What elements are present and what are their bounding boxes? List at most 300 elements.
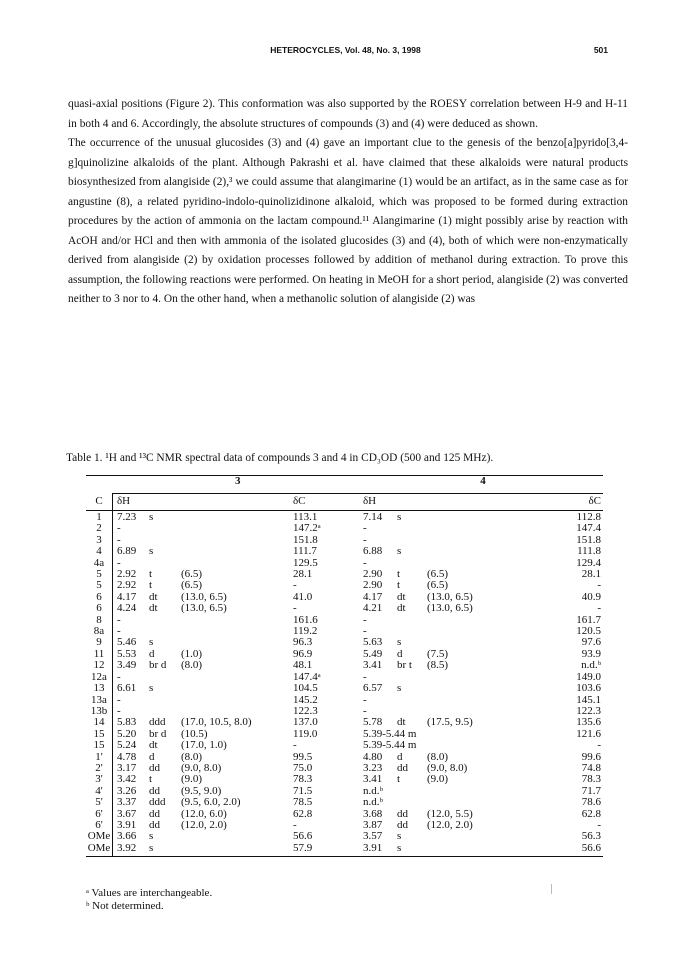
- carbon-cell: 6': [86, 820, 113, 831]
- coupling-3-cell: (12.0, 2.0): [181, 818, 227, 831]
- multiplicity-3-cell: t: [149, 579, 153, 592]
- delta-c-3-cell: 147.2ᵃ: [293, 522, 321, 535]
- delta-c-4-cell: 40.9: [581, 590, 601, 603]
- coupling-3-cell: (9.5, 9.0): [181, 784, 222, 797]
- multiplicity-4-cell: s: [397, 545, 402, 558]
- table-row: [86, 569, 603, 580]
- delta-h-4-cell: 3.41: [363, 659, 383, 672]
- multiplicity-4-cell: dt: [397, 602, 406, 615]
- paragraph-2: The occurrence of the unusual glucosides (3) and (4) gave an important clue to the genesis of the benzo[a]pyrido[3,4-g]quinolizine alkaloids of the plant. Although Pakrashi et al. have claimed that these alkaloids were natural products biosynthesized from alangiside (2),³ we could assume that alangimarine (1) would be an artifact, as in the same case as for angustine (8), a related pyridino-indolo-quinolizidinone alkaloid, which was proposed to be formed during extraction procedures by the action of ammonia on the lactam compound.¹¹ Alangimarine (1) might possibly arise by reaction with AcOH and/or HCl and then with ammonia of the isolated glucosides (3) and (4), both of which were non-enzymatically derived from alangiside (2) by oxidation processes followed by addition of methanol during extraction. To prove this assumption, the following reactions were performed. On heating in MeOH for a short period, alangiside (2) was converted neither to 3 nor to 4. On the other hand, when a methanolic solution of alangiside (2) was: [68, 137, 628, 305]
- delta-h-4-cell: 7.14: [363, 511, 383, 523]
- carbon-cell: 2: [86, 523, 113, 534]
- multiplicity-3-cell: [149, 615, 181, 626]
- delta-h-3-cell: 7.23: [117, 511, 137, 523]
- delta-c-4-cell: 135.6: [576, 716, 601, 729]
- delta-h-3-cell: -: [117, 556, 121, 569]
- table-row: [86, 695, 603, 706]
- carbon-cell: OMe: [86, 831, 113, 842]
- table-row: [86, 580, 603, 591]
- delta-c-4-cell: 28.1: [581, 568, 601, 581]
- coupling-4-cell: (17.5, 9.5): [427, 716, 473, 729]
- delta-c-3-cell: 161.6: [293, 613, 318, 626]
- delta-c-3-cell: -: [293, 739, 297, 752]
- multiplicity-4-cell: d: [397, 750, 403, 763]
- body-text: [68, 95, 628, 310]
- delta-c-4-cell: 129.4: [576, 556, 601, 569]
- multiplicity-3-cell: ddd: [149, 716, 166, 729]
- delta-h-4-cell: 5.39-5.44 m: [363, 727, 417, 740]
- table-row: [86, 820, 603, 831]
- coupling-4-cell: (13.0, 6.5): [427, 602, 473, 615]
- coupling-4-cell: (9.0): [427, 773, 449, 786]
- carbon-cell: 14: [86, 717, 113, 728]
- delta-c-4-cell: -: [597, 579, 601, 592]
- table-row: [86, 843, 603, 857]
- table-row: [86, 660, 603, 671]
- multiplicity-3-cell: s: [149, 511, 154, 523]
- page-number: 501: [593, 45, 608, 55]
- delta-h-4-cell: n.d.ᵇ: [363, 796, 383, 809]
- delta-h-4-cell: -: [363, 670, 367, 683]
- multiplicity-4-cell: [397, 672, 427, 683]
- delta-h-4-cell: -: [363, 522, 367, 535]
- multiplicity-3-cell: [149, 523, 181, 534]
- column-header-row: [86, 494, 603, 511]
- coupling-4-cell: [427, 546, 527, 557]
- delta-c-3-cell: 147.4ᵃ: [293, 670, 321, 683]
- multiplicity-3-cell: [149, 535, 181, 546]
- coupling-4-cell: (9.0, 8.0): [427, 761, 468, 774]
- multiplicity-3-cell: d: [149, 750, 155, 763]
- delta-h-4-cell: -: [363, 533, 367, 546]
- multiplicity-4-cell: s: [397, 843, 427, 857]
- multiplicity-3-cell: dt: [149, 602, 158, 615]
- delta-c-3-cell: 129.5: [293, 556, 318, 569]
- carbon-header: C: [86, 494, 113, 511]
- compound-header-row: [86, 476, 603, 494]
- multiplicity-3-cell: ddd: [149, 796, 166, 809]
- multiplicity-3-cell: dt: [149, 739, 158, 752]
- table-row: [86, 729, 603, 740]
- running-header: [0, 45, 691, 59]
- coupling-3-cell: (6.5): [181, 568, 203, 581]
- multiplicity-4-cell: [397, 558, 427, 569]
- delta-c-4-cell: 78.3: [581, 773, 601, 786]
- coupling-4-cell: (12.0, 2.0): [427, 818, 473, 831]
- footnote-a: ᵃ Values are interchangeable.: [86, 887, 213, 899]
- coupling-4-cell: (12.0, 5.5): [427, 807, 473, 820]
- delta-h-4-cell: 3.68: [363, 807, 383, 820]
- delta-h-3-cell: 2.92: [117, 579, 137, 592]
- delta-h-3-cell: -: [117, 670, 121, 683]
- table-row: [86, 637, 603, 648]
- delta-c-4-cell: 71.7: [581, 784, 601, 797]
- coupling-3-cell: [181, 626, 291, 637]
- delta-c-4-cell: 161.7: [576, 613, 601, 626]
- delta-h-4-cell: 5.63: [363, 636, 383, 649]
- delta-c-4-header: δC: [527, 494, 603, 511]
- delta-c-4-cell: n.d.ᵇ: [581, 659, 601, 672]
- coupling-3-cell: (13.0, 6.5): [181, 602, 227, 615]
- delta-h-4-cell: 3.91: [363, 843, 397, 857]
- table-row: [86, 683, 603, 694]
- coupling-3-cell: (1.0): [181, 647, 203, 660]
- delta-c-4-cell: 56.3: [581, 830, 601, 843]
- delta-h-4-cell: 3.23: [363, 761, 383, 774]
- delta-c-4-cell: 112.8: [576, 511, 601, 523]
- delta-h-4-header: δH: [363, 494, 527, 511]
- delta-h-3-cell: 3.67: [117, 807, 137, 820]
- coupling-3-cell: (6.5): [181, 579, 203, 592]
- multiplicity-3-cell: t: [149, 773, 153, 786]
- carbon-cell: 1': [86, 752, 113, 763]
- table-row: [86, 831, 603, 842]
- table-row: [86, 592, 603, 603]
- delta-c-3-cell: 28.1: [293, 568, 313, 581]
- coupling-4-cell: [427, 626, 527, 637]
- multiplicity-3-cell: d: [149, 647, 155, 660]
- multiplicity-3-cell: dd: [149, 818, 160, 831]
- coupling-3-cell: (17.0, 1.0): [181, 739, 227, 752]
- coupling-3-cell: [181, 831, 291, 842]
- delta-c-4-cell: 151.8: [576, 533, 601, 546]
- delta-h-4-cell: 4.17: [363, 590, 383, 603]
- delta-c-4-cell: 56.6: [527, 843, 603, 857]
- coupling-3-cell: [181, 535, 291, 546]
- multiplicity-3-cell: [149, 558, 181, 569]
- delta-c-4-cell: 62.8: [581, 807, 601, 820]
- delta-c-3-cell: 78.5: [293, 796, 313, 809]
- table-row: [86, 558, 603, 569]
- multiplicity-3-cell: dd: [149, 784, 160, 797]
- delta-c-4-cell: 121.6: [576, 727, 601, 740]
- carbon-cell: 12: [86, 660, 113, 671]
- coupling-4-cell: [427, 786, 527, 797]
- multiplicity-4-cell: s: [397, 830, 402, 843]
- delta-c-3-cell: 113.1: [293, 511, 318, 523]
- carbon-cell: 5: [86, 580, 113, 591]
- delta-h-3-cell: 3.17: [117, 761, 137, 774]
- delta-h-3-cell: 6.89: [117, 545, 137, 558]
- delta-c-3-cell: 56.6: [293, 830, 313, 843]
- carbon-cell: 2': [86, 763, 113, 774]
- delta-h-4-cell: 5.49: [363, 647, 383, 660]
- delta-h-4-cell: -: [363, 556, 367, 569]
- carbon-cell: 6': [86, 809, 113, 820]
- delta-h-3-cell: 3.49: [117, 659, 137, 672]
- coupling-3-cell: (9.0, 8.0): [181, 761, 222, 774]
- coupling-3-cell: [181, 511, 291, 524]
- delta-h-3-cell: 3.91: [117, 818, 137, 831]
- delta-h-4-cell: n.d.ᵇ: [363, 784, 383, 797]
- delta-h-4-cell: -: [363, 693, 367, 706]
- coupling-4-cell: [427, 511, 527, 524]
- multiplicity-3-cell: dd: [149, 807, 160, 820]
- multiplicity-3-cell: br d: [149, 727, 167, 740]
- delta-h-3-cell: -: [117, 625, 121, 638]
- coupling-4-cell: [427, 683, 527, 694]
- delta-c-4-cell: 99.6: [581, 750, 601, 763]
- delta-h-4-cell: 3.41: [363, 773, 383, 786]
- coupling-3-cell: [181, 523, 291, 534]
- delta-h-4-cell: 3.87: [363, 818, 383, 831]
- carbon-cell: 11: [86, 649, 113, 660]
- delta-c-3-cell: 145.2: [293, 693, 318, 706]
- delta-c-4-cell: -: [597, 818, 601, 831]
- journal-citation: HETEROCYCLES, Vol. 48, No. 3, 1998: [270, 45, 421, 55]
- delta-h-3-header: δH: [113, 494, 292, 511]
- coupling-4-cell: [427, 843, 527, 857]
- delta-c-4-cell: 122.3: [576, 704, 601, 717]
- coupling-4-cell: [427, 695, 527, 706]
- delta-h-4-cell: 6.88: [363, 545, 383, 558]
- coupling-4-cell: [427, 523, 527, 534]
- multiplicity-4-cell: dt: [397, 590, 406, 603]
- delta-c-3-cell: 96.9: [293, 647, 313, 660]
- delta-c-4-cell: 78.6: [581, 796, 601, 809]
- table-row: [86, 523, 603, 534]
- delta-c-3-cell: 96.3: [293, 636, 313, 649]
- multiplicity-4-cell: [397, 786, 427, 797]
- delta-h-3-cell: -: [117, 533, 121, 546]
- delta-h-3-cell: 2.92: [117, 568, 137, 581]
- multiplicity-4-cell: s: [397, 636, 402, 649]
- coupling-4-cell: (8.5): [427, 659, 449, 672]
- coupling-3-cell: (9.0): [181, 773, 203, 786]
- coupling-3-cell: (8.0): [181, 659, 203, 672]
- delta-h-3-cell: 3.42: [117, 773, 137, 786]
- multiplicity-4-cell: t: [397, 568, 401, 581]
- delta-c-3-cell: 48.1: [293, 659, 313, 672]
- multiplicity-3-cell: br d: [149, 659, 167, 672]
- multiplicity-4-cell: [397, 626, 427, 637]
- table-row: [86, 797, 603, 808]
- delta-c-3-cell: 78.3: [293, 773, 313, 786]
- coupling-3-cell: [181, 615, 291, 626]
- carbon-cell: 1: [86, 511, 113, 524]
- delta-c-3-cell: 75.0: [293, 761, 313, 774]
- delta-h-3-cell: 3.37: [117, 796, 137, 809]
- multiplicity-4-cell: [397, 695, 427, 706]
- carbon-cell: 4': [86, 786, 113, 797]
- carbon-cell: 15: [86, 729, 113, 740]
- delta-c-3-cell: -: [293, 579, 297, 592]
- multiplicity-3-cell: dd: [149, 761, 160, 774]
- carbon-cell: 9: [86, 637, 113, 648]
- table-row: [86, 511, 603, 524]
- carbon-cell: 5: [86, 569, 113, 580]
- coupling-3-cell: (12.0, 6.0): [181, 807, 227, 820]
- multiplicity-4-cell: d: [397, 647, 403, 660]
- table-row: [86, 615, 603, 626]
- table-row: [86, 603, 603, 614]
- delta-c-3-cell: 41.0: [293, 590, 313, 603]
- coupling-3-cell: [181, 695, 291, 706]
- carbon-cell: 3: [86, 535, 113, 546]
- table-row: [86, 740, 603, 751]
- delta-h-3-cell: 4.78: [117, 750, 137, 763]
- delta-h-4-cell: -: [363, 704, 367, 717]
- delta-c-4-cell: 97.6: [581, 636, 601, 649]
- delta-c-3-cell: 122.3: [293, 704, 318, 717]
- multiplicity-4-cell: [397, 797, 427, 808]
- carbon-cell: 4a: [86, 558, 113, 569]
- delta-h-3-cell: 3.66: [117, 830, 137, 843]
- delta-h-4-cell: -: [363, 613, 367, 626]
- carbon-cell: 13a: [86, 695, 113, 706]
- coupling-4-cell: [427, 797, 527, 808]
- table-row: [86, 672, 603, 683]
- multiplicity-4-cell: dd: [397, 818, 408, 831]
- delta-c-4-cell: 147.4: [576, 522, 601, 535]
- paragraph-1: quasi-axial positions (Figure 2). This conformation was also supported by the ROESY correlation between H-9 and H-11 in both 4 and 6. Accordingly, the absolute structures of compounds (3) and (4) were deduced as shown.: [68, 98, 628, 130]
- delta-c-3-cell: 119.2: [293, 625, 318, 638]
- delta-c-4-cell: -: [597, 602, 601, 615]
- carbon-cell: 6: [86, 603, 113, 614]
- delta-c-3-cell: 119.0: [293, 727, 318, 740]
- multiplicity-4-cell: [397, 615, 427, 626]
- multiplicity-4-cell: dd: [397, 807, 408, 820]
- coupling-4-cell: (6.5): [427, 568, 449, 581]
- delta-h-4-cell: 5.39-5.44 m: [363, 739, 417, 752]
- delta-h-4-cell: 2.90: [363, 568, 383, 581]
- delta-h-3-cell: 4.24: [117, 602, 137, 615]
- multiplicity-3-cell: s: [149, 636, 154, 649]
- delta-h-3-cell: 6.61: [117, 682, 137, 695]
- multiplicity-4-cell: [397, 535, 427, 546]
- delta-c-3-header: δC: [291, 494, 363, 511]
- carbon-cell: 8: [86, 615, 113, 626]
- coupling-3-cell: (9.5, 6.0, 2.0): [181, 796, 241, 809]
- multiplicity-3-cell: s: [149, 545, 154, 558]
- coupling-4-cell: (8.0): [427, 750, 449, 763]
- delta-h-4-cell: 4.21: [363, 602, 383, 615]
- delta-c-4-cell: 103.6: [576, 682, 601, 695]
- multiplicity-4-cell: s: [397, 682, 402, 695]
- table-row: [86, 546, 603, 557]
- nmr-table-body: [86, 511, 603, 857]
- delta-c-3-cell: 104.5: [293, 682, 318, 695]
- carbon-cell: 8a: [86, 626, 113, 637]
- delta-c-3-cell: 151.8: [293, 533, 318, 546]
- delta-h-3-cell: 5.20: [117, 727, 137, 740]
- multiplicity-4-cell: br t: [397, 659, 412, 672]
- table-row: [86, 774, 603, 785]
- delta-c-3-cell: 99.5: [293, 750, 313, 763]
- carbon-cell: 12a: [86, 672, 113, 683]
- multiplicity-4-cell: t: [397, 773, 401, 786]
- delta-h-3-cell: 5.24: [117, 739, 137, 752]
- footnote-b: ᵇ Not determined.: [86, 900, 164, 912]
- delta-c-4-cell: 93.9: [581, 647, 601, 660]
- coupling-4-cell: [427, 615, 527, 626]
- delta-h-3-cell: 5.83: [117, 716, 137, 729]
- carbon-cell: OMe: [86, 843, 113, 857]
- multiplicity-3-cell: s: [149, 830, 154, 843]
- multiplicity-3-cell: t: [149, 568, 153, 581]
- delta-c-3-cell: 137.0: [293, 716, 318, 729]
- coupling-4-cell: [427, 672, 527, 683]
- table-row: [86, 535, 603, 546]
- delta-h-3-cell: -: [117, 704, 121, 717]
- coupling-3-cell: (10.5): [181, 727, 208, 740]
- delta-h-3-cell: -: [117, 613, 121, 626]
- compound-3-header: 3: [113, 476, 364, 494]
- carbon-cell: 3': [86, 774, 113, 785]
- coupling-4-cell: (13.0, 6.5): [427, 590, 473, 603]
- delta-h-4-cell: 2.90: [363, 579, 383, 592]
- delta-c-3-cell: 111.7: [293, 545, 317, 558]
- coupling-3-cell: [181, 672, 291, 683]
- table-row: [86, 752, 603, 763]
- table-footnotes: [86, 887, 212, 913]
- delta-h-4-cell: 3.57: [363, 830, 383, 843]
- multiplicity-4-cell: [397, 523, 427, 534]
- delta-c-4-cell: 74.8: [581, 761, 601, 774]
- delta-h-4-cell: -: [363, 625, 367, 638]
- coupling-3-cell: [181, 843, 291, 857]
- delta-c-3-cell: 57.9: [291, 843, 363, 857]
- multiplicity-3-cell: [149, 695, 181, 706]
- delta-h-3-cell: -: [117, 693, 121, 706]
- table-row: [86, 809, 603, 820]
- table-row: [86, 763, 603, 774]
- multiplicity-3-cell: s: [149, 843, 181, 857]
- delta-c-3-cell: -: [293, 818, 297, 831]
- table-row: [86, 717, 603, 728]
- coupling-3-cell: (8.0): [181, 750, 203, 763]
- delta-h-4-cell: 5.78: [363, 716, 383, 729]
- coupling-4-cell: (6.5): [427, 579, 449, 592]
- delta-c-4-cell: 120.5: [576, 625, 601, 638]
- carbon-cell: 13b: [86, 706, 113, 717]
- multiplicity-4-cell: dd: [397, 761, 408, 774]
- delta-h-4-cell: 6.57: [363, 682, 383, 695]
- multiplicity-3-cell: [149, 626, 181, 637]
- scan-artifact: [551, 884, 552, 894]
- table-row: [86, 626, 603, 637]
- coupling-4-cell: (7.5): [427, 647, 449, 660]
- delta-h-4-cell: 4.80: [363, 750, 383, 763]
- delta-h-3-cell: -: [117, 522, 121, 535]
- multiplicity-3-cell: s: [149, 682, 154, 695]
- nmr-table: [86, 475, 603, 857]
- delta-h-3-cell: 3.26: [117, 784, 137, 797]
- delta-c-4-cell: 149.0: [576, 670, 601, 683]
- delta-h-3-cell: 5.53: [117, 647, 137, 660]
- delta-c-3-cell: 71.5: [293, 784, 313, 797]
- multiplicity-4-cell: t: [397, 579, 401, 592]
- delta-c-4-cell: -: [597, 739, 601, 752]
- compound-4-header: 4: [363, 476, 603, 494]
- carbon-cell: 5': [86, 797, 113, 808]
- delta-c-4-cell: 111.8: [577, 545, 601, 558]
- coupling-3-cell: [181, 683, 291, 694]
- table-caption: Table 1. ¹H and ¹³C NMR spectral data of compounds 3 and 4 in CD₃OD (500 and 125 MHz).: [66, 452, 494, 464]
- carbon-cell: 6: [86, 592, 113, 603]
- coupling-3-cell: (13.0, 6.5): [181, 590, 227, 603]
- delta-h-3-cell: 3.92: [113, 843, 150, 857]
- coupling-4-cell: [427, 831, 527, 842]
- carbon-cell: 13: [86, 683, 113, 694]
- delta-h-3-cell: 5.46: [117, 636, 137, 649]
- coupling-3-cell: [181, 546, 291, 557]
- multiplicity-4-cell: dt: [397, 716, 406, 729]
- coupling-3-cell: (17.0, 10.5, 8.0): [181, 716, 252, 729]
- carbon-cell: 4: [86, 546, 113, 557]
- delta-h-3-cell: 4.17: [117, 590, 137, 603]
- delta-c-3-cell: -: [293, 602, 297, 615]
